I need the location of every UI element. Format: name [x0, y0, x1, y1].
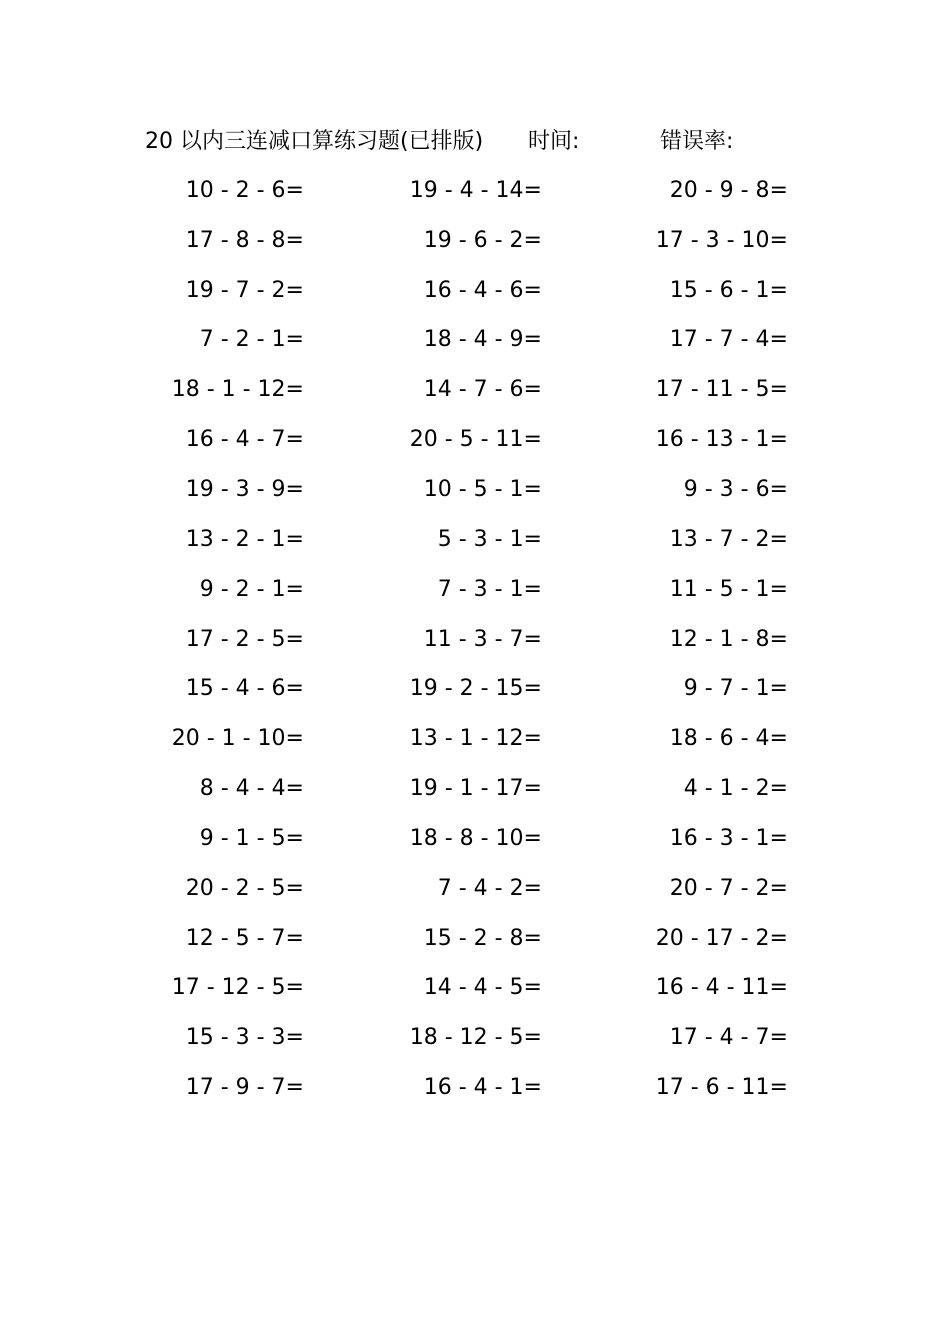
problem-cell: 19 - 7 - 2= [185, 277, 304, 303]
problem-cell: 9 - 1 - 5= [199, 825, 304, 851]
problem-cell: 14 - 4 - 5= [423, 975, 542, 1001]
problem-cell: 20 - 1 - 10= [171, 726, 304, 752]
problem-cell: 12 - 1 - 8= [669, 626, 788, 652]
problem-cell: 13 - 1 - 12= [409, 726, 542, 752]
problem-cell: 16 - 3 - 1= [669, 825, 788, 851]
problem-cell: 20 - 7 - 2= [669, 875, 788, 901]
problem-cell: 18 - 1 - 12= [171, 377, 304, 403]
problem-cell: 7 - 4 - 2= [437, 875, 542, 901]
problem-cell: 20 - 17 - 2= [655, 925, 788, 951]
problem-cell: 5 - 3 - 1= [437, 526, 542, 552]
problem-cell: 20 - 9 - 8= [669, 177, 788, 203]
problem-cell: 18 - 12 - 5= [409, 1025, 542, 1051]
worksheet-title: 20 以内三连减口算练习题(已排版) [145, 129, 484, 154]
problem-cell: 10 - 2 - 6= [185, 177, 304, 203]
problem-grid [130, 166, 830, 1113]
problem-cell: 14 - 7 - 6= [423, 377, 542, 403]
problem-cell: 17 - 7 - 4= [669, 327, 788, 353]
problem-cell: 9 - 3 - 6= [683, 476, 788, 502]
problem-cell: 19 - 2 - 15= [409, 676, 542, 702]
error-rate-label: 错误率: [660, 129, 734, 154]
problem-cell: 18 - 4 - 9= [423, 327, 542, 353]
problem-cell: 11 - 5 - 1= [669, 576, 788, 602]
problem-cell: 16 - 4 - 1= [423, 1075, 542, 1101]
problem-cell: 19 - 4 - 14= [409, 177, 542, 203]
problem-cell: 17 - 2 - 5= [185, 626, 304, 652]
problem-cell: 16 - 4 - 6= [423, 277, 542, 303]
problem-cell: 16 - 13 - 1= [655, 427, 788, 453]
problem-cell: 15 - 2 - 8= [423, 925, 542, 951]
problem-cell: 17 - 12 - 5= [171, 975, 304, 1001]
problem-cell: 13 - 7 - 2= [669, 526, 788, 552]
problem-cell: 15 - 3 - 3= [185, 1025, 304, 1051]
problem-cell: 4 - 1 - 2= [683, 776, 788, 802]
problem-cell: 8 - 4 - 4= [199, 776, 304, 802]
problem-cell: 7 - 3 - 1= [437, 576, 542, 602]
problem-cell: 16 - 4 - 7= [185, 427, 304, 453]
problem-cell: 17 - 8 - 8= [185, 227, 304, 253]
problem-cell: 17 - 4 - 7= [669, 1025, 788, 1051]
problem-cell: 20 - 5 - 11= [409, 427, 542, 453]
problem-cell: 17 - 3 - 10= [655, 227, 788, 253]
problem-cell: 7 - 2 - 1= [199, 327, 304, 353]
problem-cell: 15 - 6 - 1= [669, 277, 788, 303]
problem-cell: 15 - 4 - 6= [185, 676, 304, 702]
problem-cell: 17 - 11 - 5= [655, 377, 788, 403]
problem-cell: 12 - 5 - 7= [185, 925, 304, 951]
problem-cell: 17 - 6 - 11= [655, 1075, 788, 1101]
problem-cell: 19 - 1 - 17= [409, 776, 542, 802]
problem-cell: 16 - 4 - 11= [655, 975, 788, 1001]
worksheet-header [0, 124, 950, 160]
time-label: 时间: [528, 129, 580, 154]
problem-cell: 9 - 2 - 1= [199, 576, 304, 602]
problem-cell: 19 - 6 - 2= [423, 227, 542, 253]
problem-cell: 17 - 9 - 7= [185, 1075, 304, 1101]
problem-cell: 18 - 6 - 4= [669, 726, 788, 752]
problem-cell: 18 - 8 - 10= [409, 825, 542, 851]
problem-cell: 11 - 3 - 7= [423, 626, 542, 652]
problem-cell: 10 - 5 - 1= [423, 476, 542, 502]
problem-cell: 20 - 2 - 5= [185, 875, 304, 901]
problem-cell: 19 - 3 - 9= [185, 476, 304, 502]
problem-cell: 13 - 2 - 1= [185, 526, 304, 552]
problem-cell: 9 - 7 - 1= [683, 676, 788, 702]
